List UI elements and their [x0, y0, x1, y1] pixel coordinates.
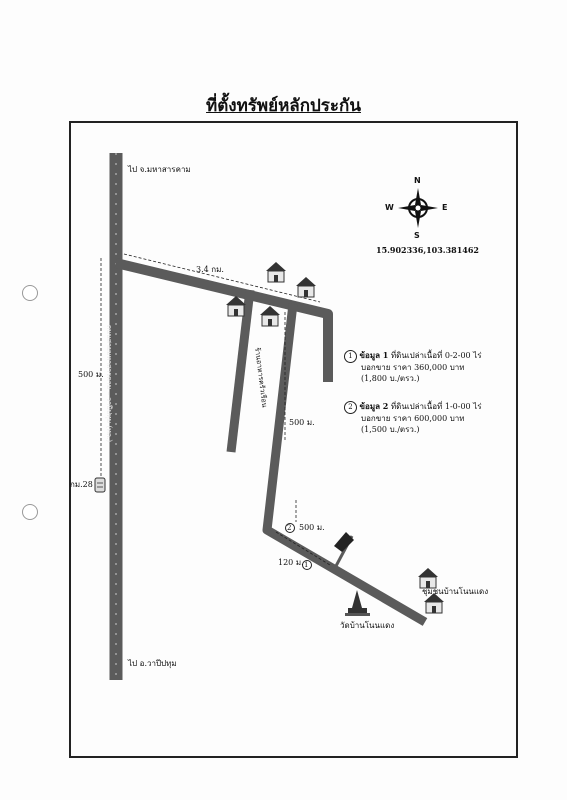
house-icon — [226, 296, 246, 316]
temple-icon — [345, 590, 370, 616]
house-icon — [260, 306, 280, 326]
label-highway: ถนนสายมหาสารคาม – วาปีปทุม (ทล.) — [105, 324, 114, 443]
info-number-1: 1 — [344, 350, 357, 363]
marker-number-1: 1 — [304, 561, 309, 569]
info-name-1: ข้อมูล 1 — [359, 350, 389, 360]
label-to-south: ไป อ.วาปีปทุม — [128, 659, 177, 668]
info-text-2: ที่ดินเปล่าเนื้อที่ 1-0-00 ไร่ — [390, 402, 482, 411]
marker-number-2: 2 — [287, 524, 292, 532]
info-perwa-2: (1,500 บ./ตรว.) — [361, 424, 420, 434]
info-point-1 — [344, 350, 482, 385]
label-shop: ร้านอาหารครัวเรือน — [253, 346, 269, 408]
info-price-1: บอกขาย ราคา 360,000 บาท — [361, 363, 465, 372]
compass-s: S — [414, 231, 420, 240]
label-community: ชุมชนบ้านโนนแดง — [422, 587, 489, 596]
info-name-2: ข้อมูล 2 — [359, 401, 389, 411]
compass-e: E — [442, 203, 448, 212]
label-dist-top: 3.4 กม. — [196, 265, 224, 274]
label-dist-west: 500 ม. — [78, 370, 104, 379]
branch-road-east — [116, 263, 328, 382]
info-perwa-1: (1,800 บ./ตรว.) — [361, 373, 420, 383]
compass-rose-icon — [398, 188, 438, 228]
info-point-2 — [344, 401, 482, 436]
compass-w: W — [385, 203, 394, 212]
label-dist-point1: 120 ม. — [278, 558, 304, 567]
label-km-marker: กม.28 — [70, 480, 93, 489]
land-plot-icon — [334, 532, 354, 552]
house-icon — [296, 277, 316, 297]
page-title: ที่ตั้งทรัพย์หลักประกัน — [206, 96, 361, 116]
km-post-icon — [95, 478, 105, 492]
info-price-2: บอกขาย ราคา 600,000 บาท — [361, 414, 465, 423]
house-icon — [418, 568, 438, 588]
house-icon — [266, 262, 286, 282]
coordinates: 15.902336,103.381462 — [376, 245, 479, 255]
info-number-2: 2 — [344, 401, 357, 414]
label-dist-point2: 500 ม. — [299, 523, 325, 532]
info-text-1: ที่ดินเปล่าเนื้อที่ 0-2-00 ไร่ — [390, 351, 482, 360]
dist-line-top — [124, 254, 320, 302]
label-temple: วัดบ้านโนนแดง — [340, 621, 395, 630]
compass-n: N — [414, 176, 421, 185]
label-dist-mid: 500 ม. — [289, 418, 315, 427]
label-to-north: ไป จ.มหาสารคาม — [128, 165, 191, 174]
